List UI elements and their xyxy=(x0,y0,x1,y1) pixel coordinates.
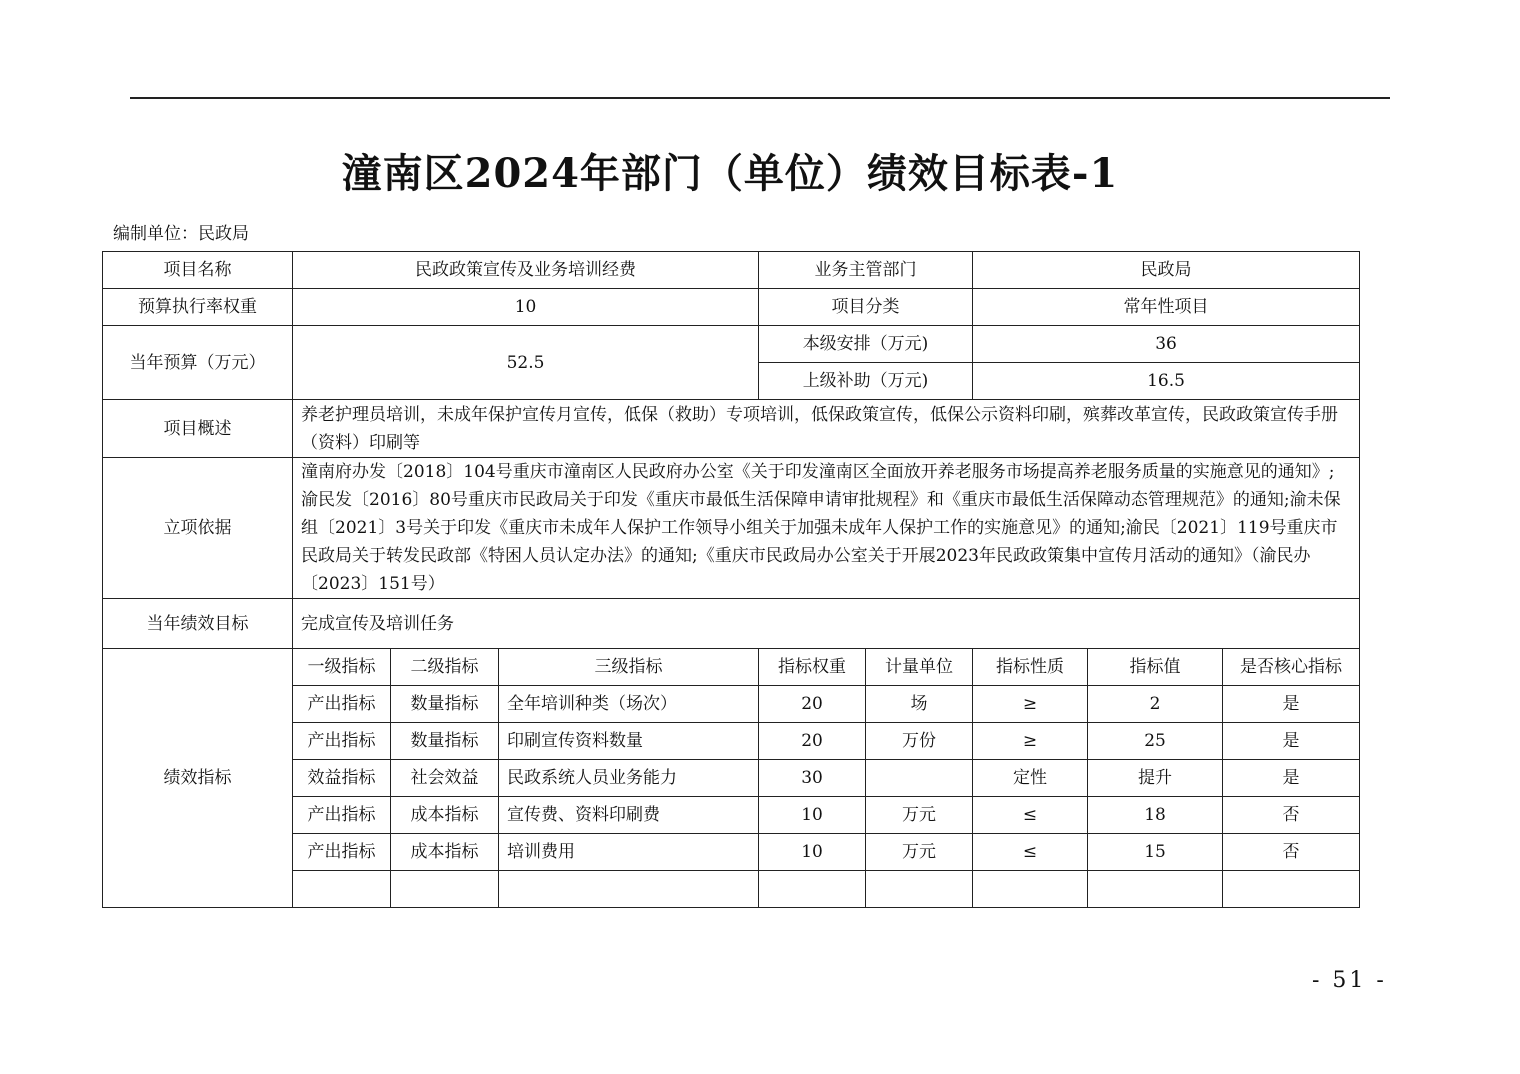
indicator-core: 是 xyxy=(1223,686,1360,723)
indicator-level3 xyxy=(499,871,759,908)
goal-label: 当年绩效目标 xyxy=(103,599,293,649)
indicator-unit: 万份 xyxy=(866,723,973,760)
indicator-header-row xyxy=(103,649,1360,686)
annual-budget-label: 当年预算（万元） xyxy=(103,326,293,400)
row-budget-local xyxy=(103,326,1360,363)
row-basis xyxy=(103,458,1360,599)
basis-value: 潼南府办发〔2018〕104号重庆市潼南区人民政府办公室《关于印发潼南区全面放开养老服务市场提高养老服务质量的实施意见的通知》;渝民发〔2016〕80号重庆市民政局关于印发《重庆市最低生活保障申请审批规程》和《重庆市最低生活保障动态管理规范》的通知;渝未保组〔2021〕3号关于印发《重庆市未成年人保护工作领导小组关于加强未成年人保护工作的实施意见》的通知;渝民〔2021〕119号重庆市民政局关于转发民政部《特困人员认定办法》的通知;《重庆市民政局办公室关于开展2023年民政政策集中宣传月活动的通知》（渝民办〔2023〕151号） xyxy=(293,458,1360,599)
indicator-nature: ≤ xyxy=(973,797,1088,834)
indicator-value: 提升 xyxy=(1088,760,1223,797)
page-number: - 51 - xyxy=(1312,968,1387,993)
budget-weight-label: 预算执行率权重 xyxy=(103,289,293,326)
row-budget-weight xyxy=(103,289,1360,326)
indicators-section-label: 绩效指标 xyxy=(103,649,293,908)
superior-subsidy-label: 上级补助（万元) xyxy=(759,363,973,400)
header-nature: 指标性质 xyxy=(973,649,1088,686)
indicator-core: 是 xyxy=(1223,760,1360,797)
project-category-label: 项目分类 xyxy=(759,289,973,326)
indicator-core xyxy=(1223,871,1360,908)
local-arrangement-label: 本级安排（万元) xyxy=(759,326,973,363)
indicator-weight: 20 xyxy=(759,723,866,760)
indicator-level1 xyxy=(293,871,391,908)
goal-value: 完成宣传及培训任务 xyxy=(293,599,1360,649)
indicator-level1: 产出指标 xyxy=(293,686,391,723)
indicator-unit: 万元 xyxy=(866,834,973,871)
header-weight: 指标权重 xyxy=(759,649,866,686)
indicator-nature: ≤ xyxy=(973,834,1088,871)
indicator-value: 18 xyxy=(1088,797,1223,834)
indicator-core: 否 xyxy=(1223,797,1360,834)
indicator-unit xyxy=(866,760,973,797)
performance-target-table xyxy=(102,251,1360,908)
indicator-level1: 产出指标 xyxy=(293,797,391,834)
superior-subsidy-value: 16.5 xyxy=(973,363,1360,400)
compiling-unit: 编制单位：民政局 xyxy=(113,224,249,244)
indicator-level1: 产出指标 xyxy=(293,723,391,760)
indicator-unit: 场 xyxy=(866,686,973,723)
indicator-weight: 20 xyxy=(759,686,866,723)
header-value: 指标值 xyxy=(1088,649,1223,686)
indicator-nature: ≥ xyxy=(973,686,1088,723)
budget-weight-value: 10 xyxy=(293,289,759,326)
header-core: 是否核心指标 xyxy=(1223,649,1360,686)
indicator-value: 25 xyxy=(1088,723,1223,760)
basis-label: 立项依据 xyxy=(103,458,293,599)
indicator-unit xyxy=(866,871,973,908)
indicator-weight: 30 xyxy=(759,760,866,797)
indicator-nature: 定性 xyxy=(973,760,1088,797)
indicator-level2: 数量指标 xyxy=(391,686,499,723)
indicator-level3: 宣传费、资料印刷费 xyxy=(499,797,759,834)
document-title: 潼南区2024年部门（单位）绩效目标表-1 xyxy=(341,150,1119,197)
indicator-value: 15 xyxy=(1088,834,1223,871)
indicator-value xyxy=(1088,871,1223,908)
indicator-nature: ≥ xyxy=(973,723,1088,760)
header-level1: 一级指标 xyxy=(293,649,391,686)
row-overview xyxy=(103,400,1360,458)
indicator-weight: 10 xyxy=(759,834,866,871)
indicator-unit: 万元 xyxy=(866,797,973,834)
indicator-level2: 数量指标 xyxy=(391,723,499,760)
indicator-nature xyxy=(973,871,1088,908)
indicator-core: 否 xyxy=(1223,834,1360,871)
overview-value: 养老护理员培训，未成年保护宣传月宣传，低保（救助）专项培训，低保政策宣传，低保公示资料印刷，殡葬改革宣传，民政政策宣传手册（资料）印刷等 xyxy=(293,400,1360,458)
indicator-level3: 全年培训种类（场次） xyxy=(499,686,759,723)
indicator-level2: 成本指标 xyxy=(391,797,499,834)
header-unit: 计量单位 xyxy=(866,649,973,686)
local-arrangement-value: 36 xyxy=(973,326,1360,363)
project-name-value: 民政政策宣传及业务培训经费 xyxy=(293,252,759,289)
indicator-level2: 成本指标 xyxy=(391,834,499,871)
row-project-name xyxy=(103,252,1360,289)
header-rule xyxy=(130,97,1390,99)
annual-budget-value: 52.5 xyxy=(293,326,759,400)
department-value: 民政局 xyxy=(973,252,1360,289)
indicator-level3: 民政系统人员业务能力 xyxy=(499,760,759,797)
header-level3: 三级指标 xyxy=(499,649,759,686)
indicator-weight xyxy=(759,871,866,908)
indicator-core: 是 xyxy=(1223,723,1360,760)
row-goal xyxy=(103,599,1360,649)
header-level2: 二级指标 xyxy=(391,649,499,686)
project-category-value: 常年性项目 xyxy=(973,289,1360,326)
indicator-value: 2 xyxy=(1088,686,1223,723)
project-name-label: 项目名称 xyxy=(103,252,293,289)
overview-label: 项目概述 xyxy=(103,400,293,458)
indicator-level2 xyxy=(391,871,499,908)
indicator-level3: 印刷宣传资料数量 xyxy=(499,723,759,760)
indicator-level2: 社会效益 xyxy=(391,760,499,797)
indicator-weight: 10 xyxy=(759,797,866,834)
indicator-level1: 效益指标 xyxy=(293,760,391,797)
department-label: 业务主管部门 xyxy=(759,252,973,289)
indicator-level3: 培训费用 xyxy=(499,834,759,871)
indicator-level1: 产出指标 xyxy=(293,834,391,871)
